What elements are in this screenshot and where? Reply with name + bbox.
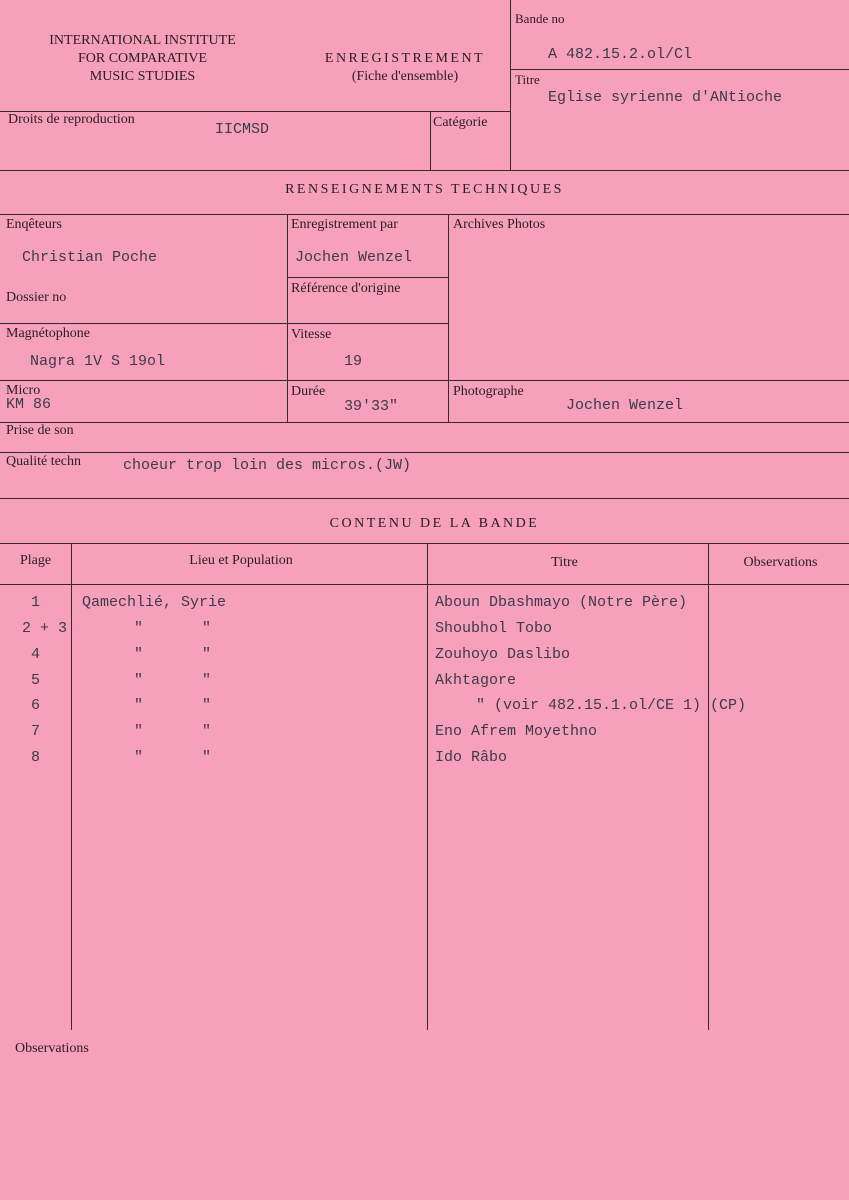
droits-value: IICMSD [215, 121, 270, 138]
institute-name-line-1: INTERNATIONAL INSTITUTE [49, 33, 236, 48]
enregistrement-label: Enregistrement par [291, 217, 398, 232]
dossier-label: Dossier no [6, 290, 67, 305]
form-title: ENREGISTREMENT [324, 51, 486, 66]
bande-label: Bande no [515, 11, 565, 26]
categorie-label: Catégorie [433, 115, 488, 130]
prise-de-son-label: Prise de son [6, 423, 74, 438]
row-lieu: " [134, 697, 144, 714]
titre-label: Titre [515, 72, 540, 87]
divider [0, 498, 849, 499]
divider [0, 543, 849, 544]
row-plage: 6 [30, 697, 40, 714]
enqueteurs-label: Enqêteurs [6, 217, 62, 232]
divider [0, 323, 448, 324]
bande-value: A 482.15.2.ol/Cl [548, 46, 693, 63]
droits-label: Droits de reproduction [8, 112, 135, 127]
row-plage: 1 [30, 594, 40, 611]
divider [0, 380, 849, 381]
photographe-value: Jochen Wenzel [566, 397, 684, 414]
row-titre: Eno Afrem Moyethno [435, 723, 598, 740]
row-titre: " (voir 482.15.1.ol/CE 1) (CP) [476, 697, 747, 714]
col-header-plage: Plage [19, 553, 52, 568]
institute-name-line-3: MUSIC STUDIES [89, 69, 196, 84]
row-lieu: Qamechlié, Syrie [82, 594, 227, 611]
row-titre: Aboun Dbashmayo (Notre Père) [435, 594, 688, 611]
divider [430, 111, 431, 170]
micro-value: KM 86 [6, 396, 52, 413]
row-plage: 4 [30, 646, 40, 663]
divider [708, 543, 709, 1030]
titre-value: Eglise syrienne d'ANtioche [548, 89, 783, 106]
reference-label: Référence d'origine [291, 281, 401, 296]
institute-name-line-2: FOR COMPARATIVE [77, 51, 207, 66]
contents-section-title: CONTENU DE LA BANDE [329, 516, 540, 531]
divider [0, 452, 849, 453]
col-header-titre: Titre [551, 555, 578, 570]
divider [287, 277, 448, 278]
divider [510, 69, 849, 70]
row-titre: Ido Râbo [435, 749, 508, 766]
qualite-label: Qualité techn [6, 454, 82, 469]
divider [0, 214, 849, 215]
col-header-lieu: Lieu et Population [189, 553, 293, 568]
photographe-label: Photographe [453, 384, 524, 399]
archives-photos-label: Archives Photos [453, 217, 546, 232]
observations-label: Observations [15, 1041, 89, 1056]
row-plage: 5 [30, 672, 40, 689]
duree-label: Durée [291, 384, 326, 399]
technical-section-title: RENSEIGNEMENTS TECHNIQUES [285, 182, 564, 197]
row-titre: Shoubhol Tobo [435, 620, 553, 637]
row-plage: 8 [30, 749, 40, 766]
divider [0, 584, 849, 585]
row-titre: Akhtagore [435, 672, 517, 689]
divider [448, 214, 449, 422]
row-lieu: " [134, 723, 144, 740]
divider [287, 214, 288, 422]
row-lieu: " [134, 646, 144, 663]
divider [0, 170, 849, 171]
divider [0, 111, 510, 112]
row-lieu-2: " [202, 646, 212, 663]
magnetophone-label: Magnétophone [6, 326, 90, 341]
row-lieu-2: " [202, 723, 212, 740]
row-plage: 2 + 3 [22, 620, 68, 637]
row-lieu-2: " [202, 697, 212, 714]
enqueteurs-value: Christian Poche [22, 249, 158, 266]
row-lieu-2: " [202, 672, 212, 689]
divider [427, 543, 428, 1030]
row-lieu: " [134, 672, 144, 689]
vitesse-value: 19 [344, 353, 363, 370]
vitesse-label: Vitesse [291, 327, 332, 342]
micro-label: Micro [6, 383, 41, 398]
enregistrement-value: Jochen Wenzel [295, 249, 413, 266]
divider [71, 543, 72, 1030]
row-lieu-2: " [202, 749, 212, 766]
divider [0, 422, 849, 423]
magnetophone-value: Nagra 1V S 19ol [30, 353, 166, 370]
row-lieu: " [134, 749, 144, 766]
duree-value: 39'33" [344, 398, 399, 415]
col-header-observations: Observations [743, 555, 818, 570]
row-lieu-2: " [202, 620, 212, 637]
row-lieu: " [134, 620, 144, 637]
row-titre: Zouhoyo Daslibo [435, 646, 571, 663]
row-plage: 7 [30, 723, 40, 740]
qualite-value: choeur trop loin des micros.(JW) [123, 457, 412, 474]
divider [510, 0, 511, 170]
form-subtitle: (Fiche d'ensemble) [351, 69, 459, 84]
